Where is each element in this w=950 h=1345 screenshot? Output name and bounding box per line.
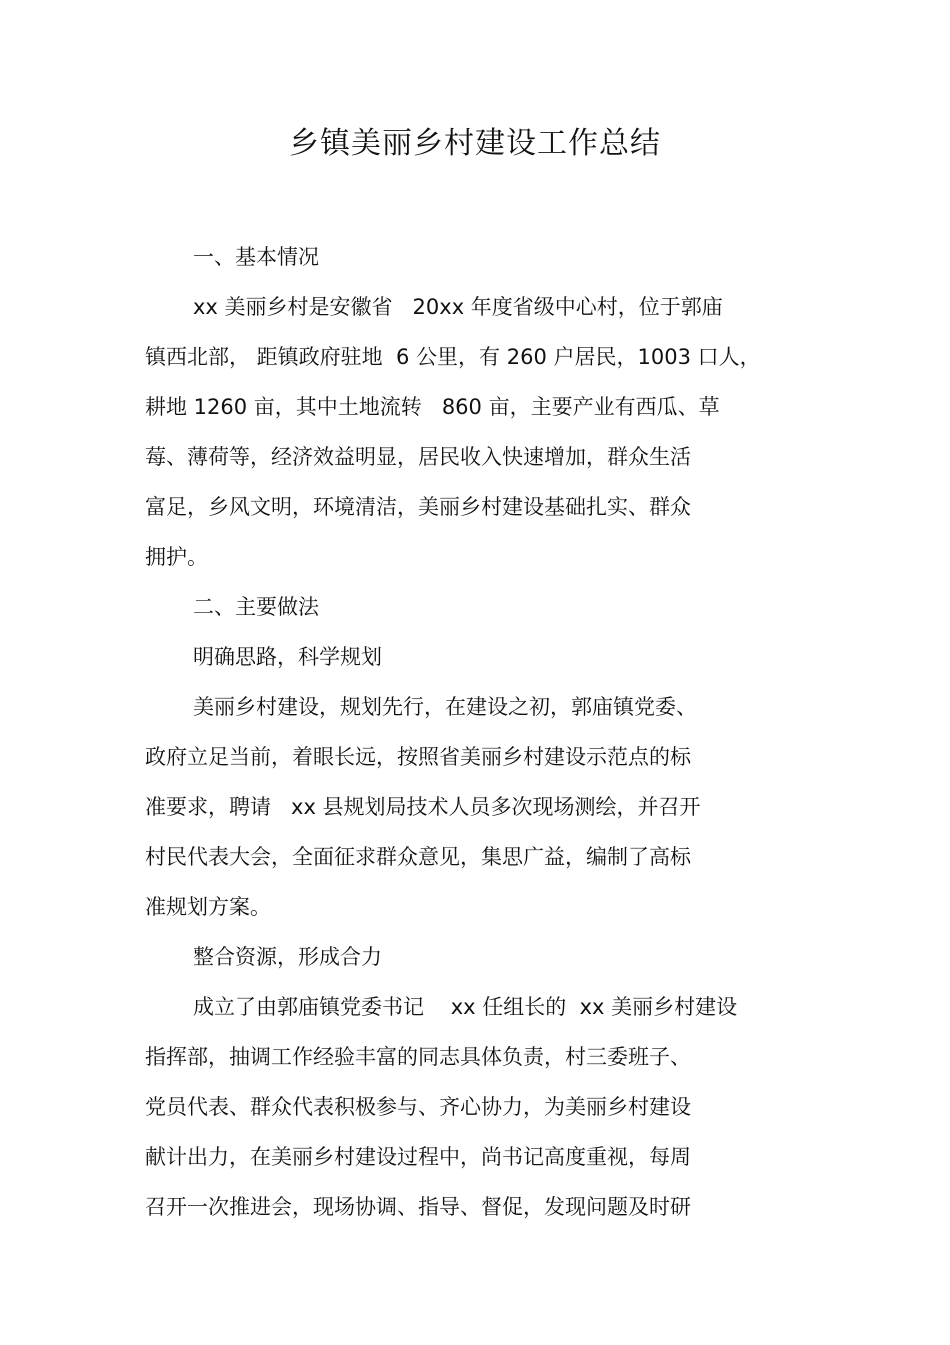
paragraph-line: 召开一次推进会，现场协调、指导、督促，发现问题及时研 — [145, 1195, 691, 1219]
subheading: 整合资源，形成合力 — [193, 945, 382, 969]
paragraph-line: xx 美丽乡村是安徽省 20xx 年度省级中心村，位于郭庙 — [193, 295, 723, 319]
paragraph-line: 镇西北部， 距镇政府驻地 6 公里，有 260 户居民，1003 口人， — [145, 345, 761, 369]
paragraph-line: 美丽乡村建设，规划先行，在建设之初，郭庙镇党委、 — [193, 695, 697, 719]
paragraph-line: 耕地 1260 亩，其中土地流转 860 亩，主要产业有西瓜、草 — [145, 395, 720, 419]
subheading: 明确思路，科学规划 — [193, 645, 382, 669]
paragraph-line: 村民代表大会，全面征求群众意见，集思广益，编制了高标 — [145, 845, 691, 869]
paragraph-line: 献计出力，在美丽乡村建设过程中，尚书记高度重视，每周 — [145, 1145, 691, 1169]
paragraph-line: 成立了由郭庙镇党委书记 xx 任组长的 xx 美丽乡村建设 — [193, 995, 738, 1019]
paragraph-line: 党员代表、群众代表积极参与、齐心协力，为美丽乡村建设 — [145, 1095, 691, 1119]
paragraph-line: 拥护。 — [145, 545, 208, 569]
section-heading-methods: 二、主要做法 — [193, 595, 319, 619]
section-heading-basic: 一、基本情况 — [193, 245, 319, 269]
paragraph-line: 政府立足当前，着眼长远，按照省美丽乡村建设示范点的标 — [145, 745, 691, 769]
paragraph-line: 指挥部，抽调工作经验丰富的同志具体负责，村三委班子、 — [145, 1045, 691, 1069]
paragraph-line: 准要求，聘请 xx 县规划局技术人员多次现场测绘，并召开 — [145, 795, 701, 819]
paragraph-line: 富足，乡风文明，环境清洁，美丽乡村建设基础扎实、群众 — [145, 495, 691, 519]
paragraph-line: 准规划方案。 — [145, 895, 271, 919]
paragraph-line: 莓、薄荷等，经济效益明显，居民收入快速增加，群众生活 — [145, 445, 691, 469]
document-title: 乡镇美丽乡村建设工作总结 — [289, 126, 661, 161]
